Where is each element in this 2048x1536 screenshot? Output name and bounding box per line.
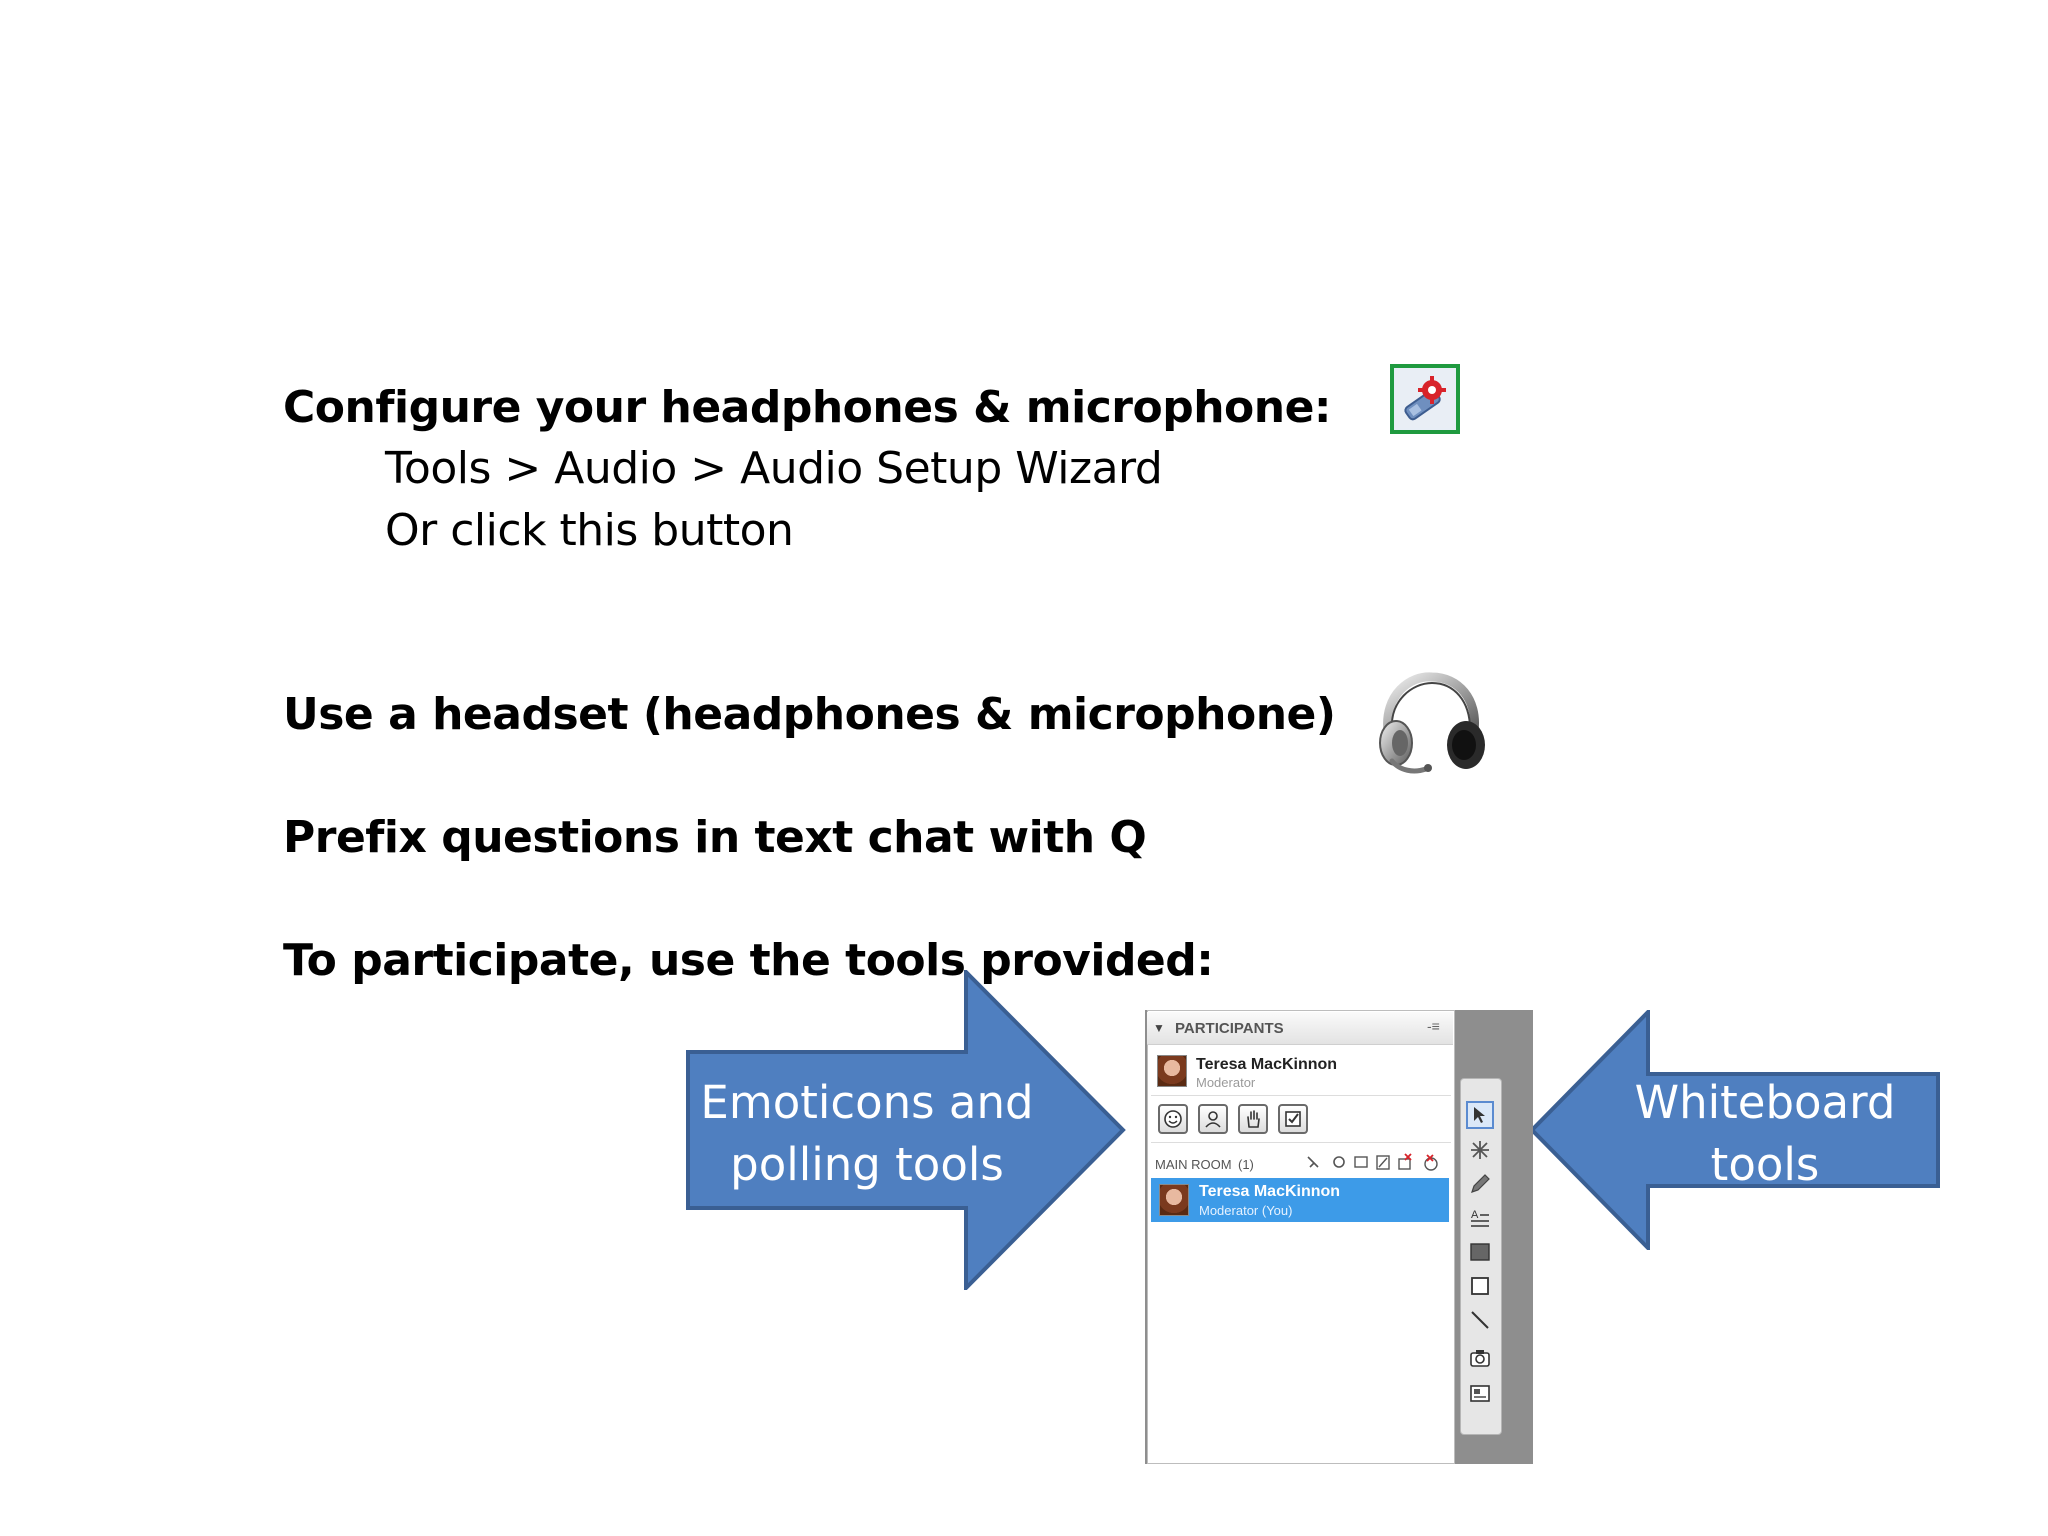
svg-text:A: A <box>1471 1209 1479 1221</box>
line-icon <box>1469 1309 1491 1331</box>
arrow-label-line: Whiteboard <box>1634 1076 1896 1129</box>
status-button[interactable] <box>1198 1104 1228 1134</box>
raise-hand-button[interactable] <box>1238 1104 1268 1134</box>
chat-permission-icon <box>1355 1157 1367 1167</box>
configure-path-text: Tools > Audio > Audio Setup Wizard <box>385 443 1163 494</box>
headset-icon <box>1370 665 1490 785</box>
text-tool[interactable] <box>1466 1204 1494 1232</box>
rectangle-icon <box>1469 1275 1491 1297</box>
filled-shape-tool[interactable] <box>1466 1238 1494 1266</box>
room-toolbar-icons <box>1305 1153 1445 1173</box>
participant-role: Moderator (You) <box>1199 1203 1293 1218</box>
image-icon <box>1469 1383 1491 1405</box>
marker-tool[interactable] <box>1466 1136 1494 1164</box>
emoticons-polling-label <box>700 1072 1034 1196</box>
pencil-tool[interactable] <box>1466 1170 1494 1198</box>
hand-icon <box>1243 1109 1263 1129</box>
participate-text: To participate, use the tools provided: <box>283 935 1214 986</box>
participant-name: Teresa MacKinnon <box>1199 1183 1341 1200</box>
participants-header[interactable] <box>1147 1012 1453 1045</box>
line-tool[interactable] <box>1466 1306 1494 1334</box>
collapse-triangle-icon[interactable]: ▼ <box>1153 1021 1165 1035</box>
polling-button[interactable] <box>1278 1104 1308 1134</box>
checkbox-poll-icon <box>1283 1109 1303 1129</box>
panel-menu-icon[interactable]: -≡ <box>1427 1018 1440 1034</box>
divider <box>1151 1095 1451 1096</box>
laser-pointer-icon <box>1469 1139 1491 1161</box>
audio-setup-wizard-button[interactable] <box>1390 364 1460 434</box>
host-role: Moderator <box>1196 1075 1256 1090</box>
pencil-icon <box>1469 1173 1491 1195</box>
divider <box>1151 1142 1451 1143</box>
arrow-label-line: polling tools <box>730 1138 1004 1191</box>
list-item[interactable] <box>1151 1178 1449 1222</box>
arrow-label-line: Emoticons and <box>700 1076 1034 1129</box>
smiley-icon <box>1163 1109 1183 1129</box>
person-status-icon <box>1203 1109 1223 1129</box>
room-label: MAIN ROOM <box>1155 1157 1232 1172</box>
prefix-text: Prefix questions in text chat with Q <box>283 812 1147 863</box>
image-tool[interactable] <box>1466 1380 1494 1408</box>
select-tool[interactable] <box>1466 1101 1494 1129</box>
cursor-icon <box>1470 1105 1490 1125</box>
whiteboard-tools-label <box>1620 1072 1910 1196</box>
participants-title: PARTICIPANTS <box>1175 1020 1284 1037</box>
arrow-label-line: tools <box>1710 1138 1820 1191</box>
mic-permission-icon <box>1308 1157 1318 1167</box>
camera-icon <box>1469 1347 1491 1369</box>
configure-click-text: Or click this button <box>385 505 794 556</box>
rectangle-tool[interactable] <box>1466 1272 1494 1300</box>
filled-rectangle-icon <box>1469 1241 1491 1263</box>
headset-text: Use a headset (headphones & microphone) <box>283 689 1336 740</box>
host-name: Teresa MacKinnon <box>1196 1056 1338 1073</box>
participants-pane <box>1147 1010 1455 1464</box>
avatar <box>1157 1055 1187 1087</box>
room-count: (1) <box>1238 1157 1254 1172</box>
emoticon-button[interactable] <box>1158 1104 1188 1134</box>
audio-setup-wizard-icon <box>1394 368 1456 430</box>
text-icon <box>1469 1207 1491 1229</box>
configure-heading: Configure your headphones & microphone: <box>283 382 1332 433</box>
camera-permission-icon <box>1334 1157 1344 1167</box>
snapshot-tool[interactable] <box>1466 1344 1494 1372</box>
avatar <box>1159 1184 1189 1216</box>
app-share-permission-icon <box>1399 1159 1410 1169</box>
